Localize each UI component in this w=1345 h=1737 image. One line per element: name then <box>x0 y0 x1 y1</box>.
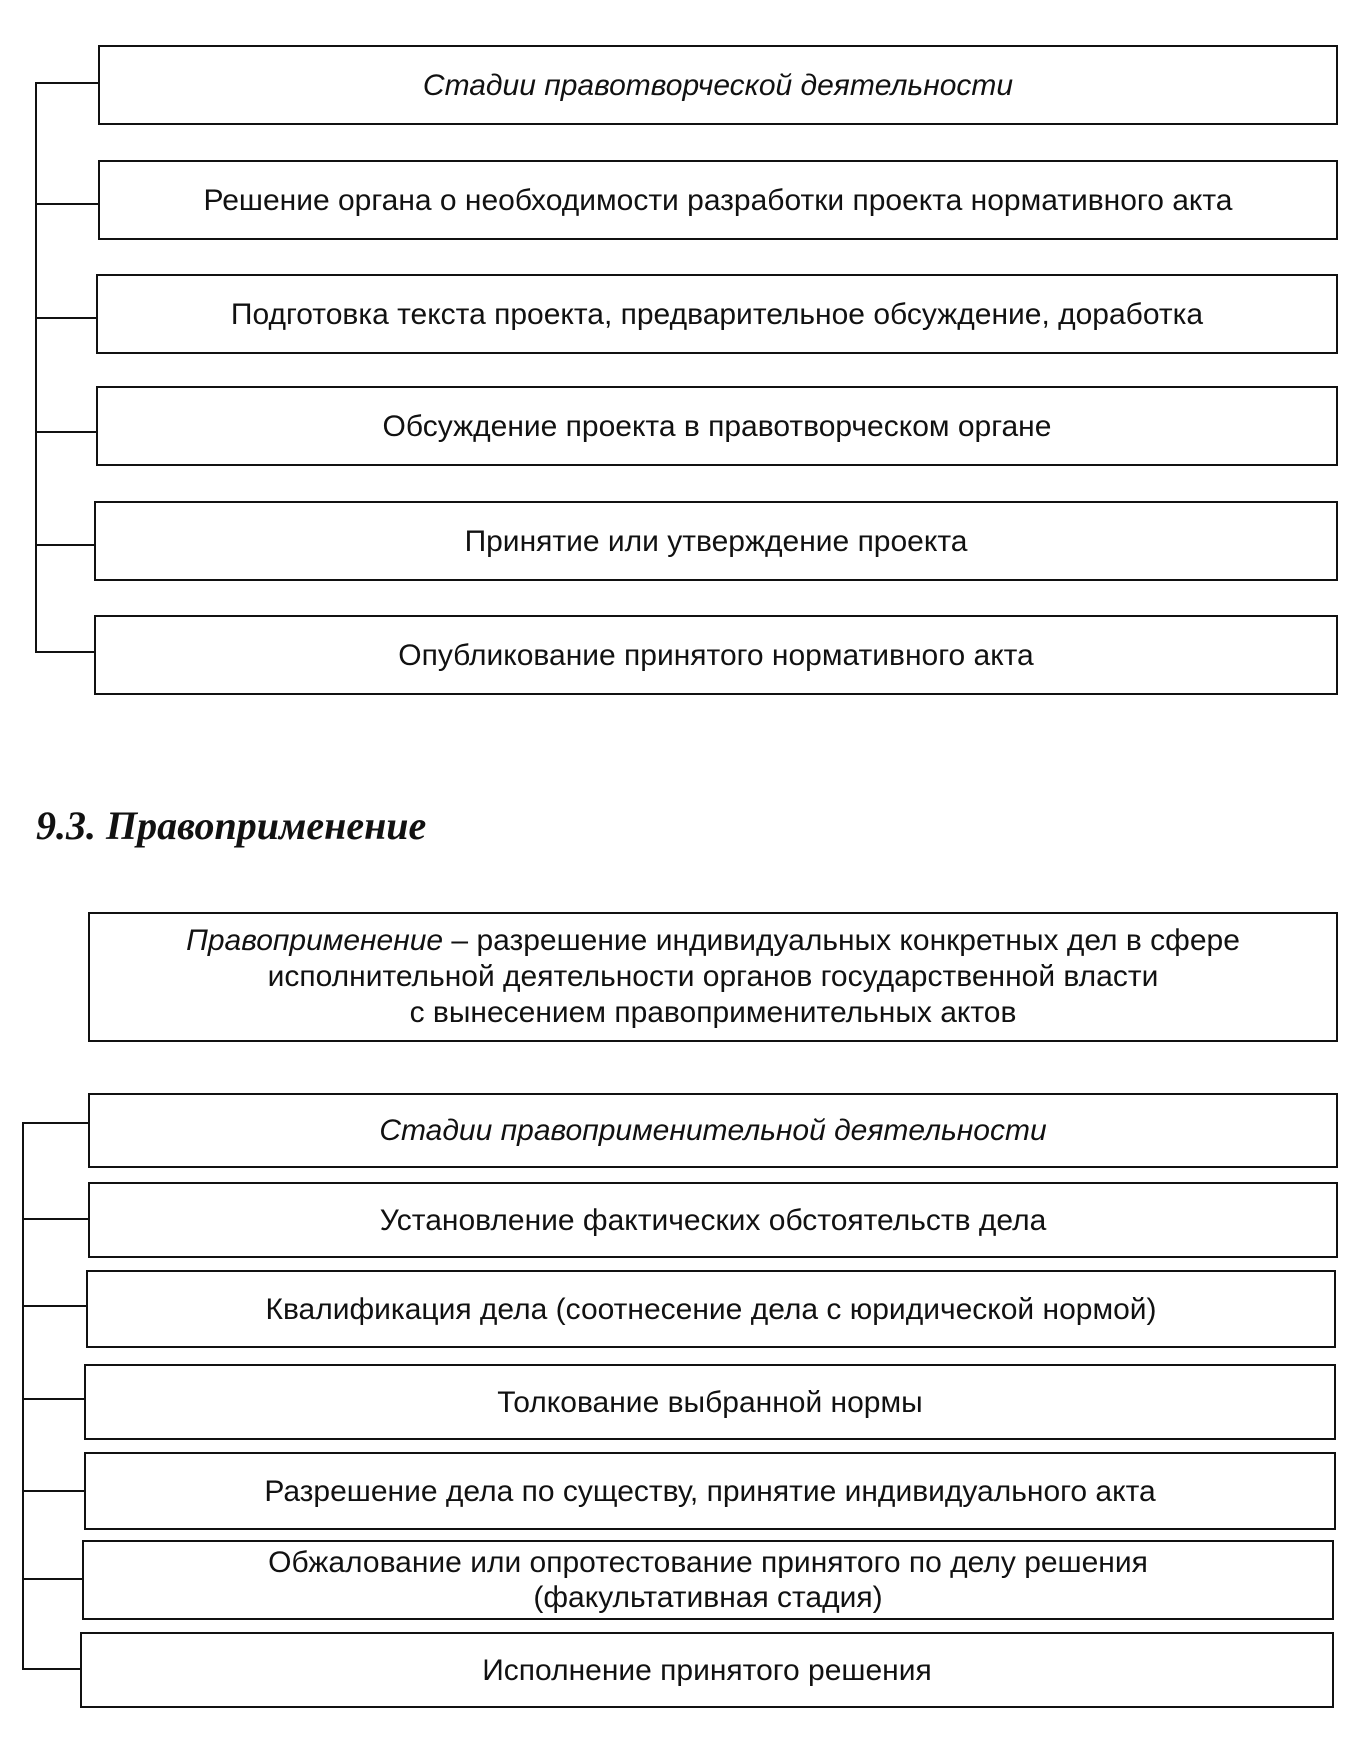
bracket-connector <box>22 1305 86 1307</box>
definition-box <box>88 912 1338 1042</box>
lawapplication-stage-2: Квалификация дела (соотнесение дела с юридической нормой) <box>86 1270 1336 1348</box>
bracket-spine <box>35 82 37 652</box>
bracket-connector <box>22 1668 82 1670</box>
lawmaking-stage-2: Подготовка текста проекта, предварительное обсуждение, доработка <box>96 274 1338 354</box>
bracket-connector <box>35 431 96 433</box>
lawapplication-stage-5 <box>82 1540 1334 1620</box>
lawapplication-stage-4: Разрешение дела по существу, принятие индивидуального акта <box>84 1452 1336 1530</box>
lawapplication-stage-3: Толкование выбранной нормы <box>84 1364 1336 1440</box>
lawapplication-stage-5-line-2: (факультативная стадия) <box>533 1581 883 1614</box>
definition-line-3: с вынесением правоприменительных актов <box>409 996 1017 1029</box>
lawmaking-stages-title: Стадии правотворческой деятельности <box>98 45 1338 125</box>
lawmaking-stage-4: Принятие или утверждение проекта <box>94 501 1338 581</box>
lawapplication-stage-5-line-1: Обжалование или опротестование принятого по делу решения <box>268 1546 1148 1579</box>
bracket-spine <box>22 1122 24 1670</box>
lawmaking-stage-1: Решение органа о необходимости разработки проекта нормативного акта <box>98 160 1338 240</box>
section-heading: 9.3. Правоприменение <box>36 803 427 848</box>
lawapplication-stage-1: Установление фактических обстоятельств дела <box>88 1182 1338 1258</box>
bracket-connector <box>22 1398 86 1400</box>
lawapplication-stages-title: Стадии правоприменительной деятельности <box>88 1093 1338 1168</box>
lawmaking-stage-3: Обсуждение проекта в правотворческом органе <box>96 386 1338 466</box>
bracket-connector <box>22 1490 84 1492</box>
bracket-connector <box>35 317 96 319</box>
definition-line-1: Правоприменение – разрешение индивидуальных конкретных дел в сфере <box>186 924 1240 957</box>
lawapplication-stage-6: Исполнение принятого решения <box>80 1632 1334 1708</box>
lawmaking-stage-5: Опубликование принятого нормативного акта <box>94 615 1338 695</box>
bracket-connector <box>22 1578 84 1580</box>
definition-term: Правоприменение <box>186 924 444 957</box>
bracket-connector <box>22 1218 88 1220</box>
bracket-connector <box>22 1122 88 1124</box>
bracket-connector <box>35 203 98 205</box>
bracket-connector <box>35 651 94 653</box>
definition-line-2: исполнительной деятельности органов государственной власти <box>267 960 1159 993</box>
bracket-connector <box>35 544 94 546</box>
bracket-connector <box>35 82 98 84</box>
